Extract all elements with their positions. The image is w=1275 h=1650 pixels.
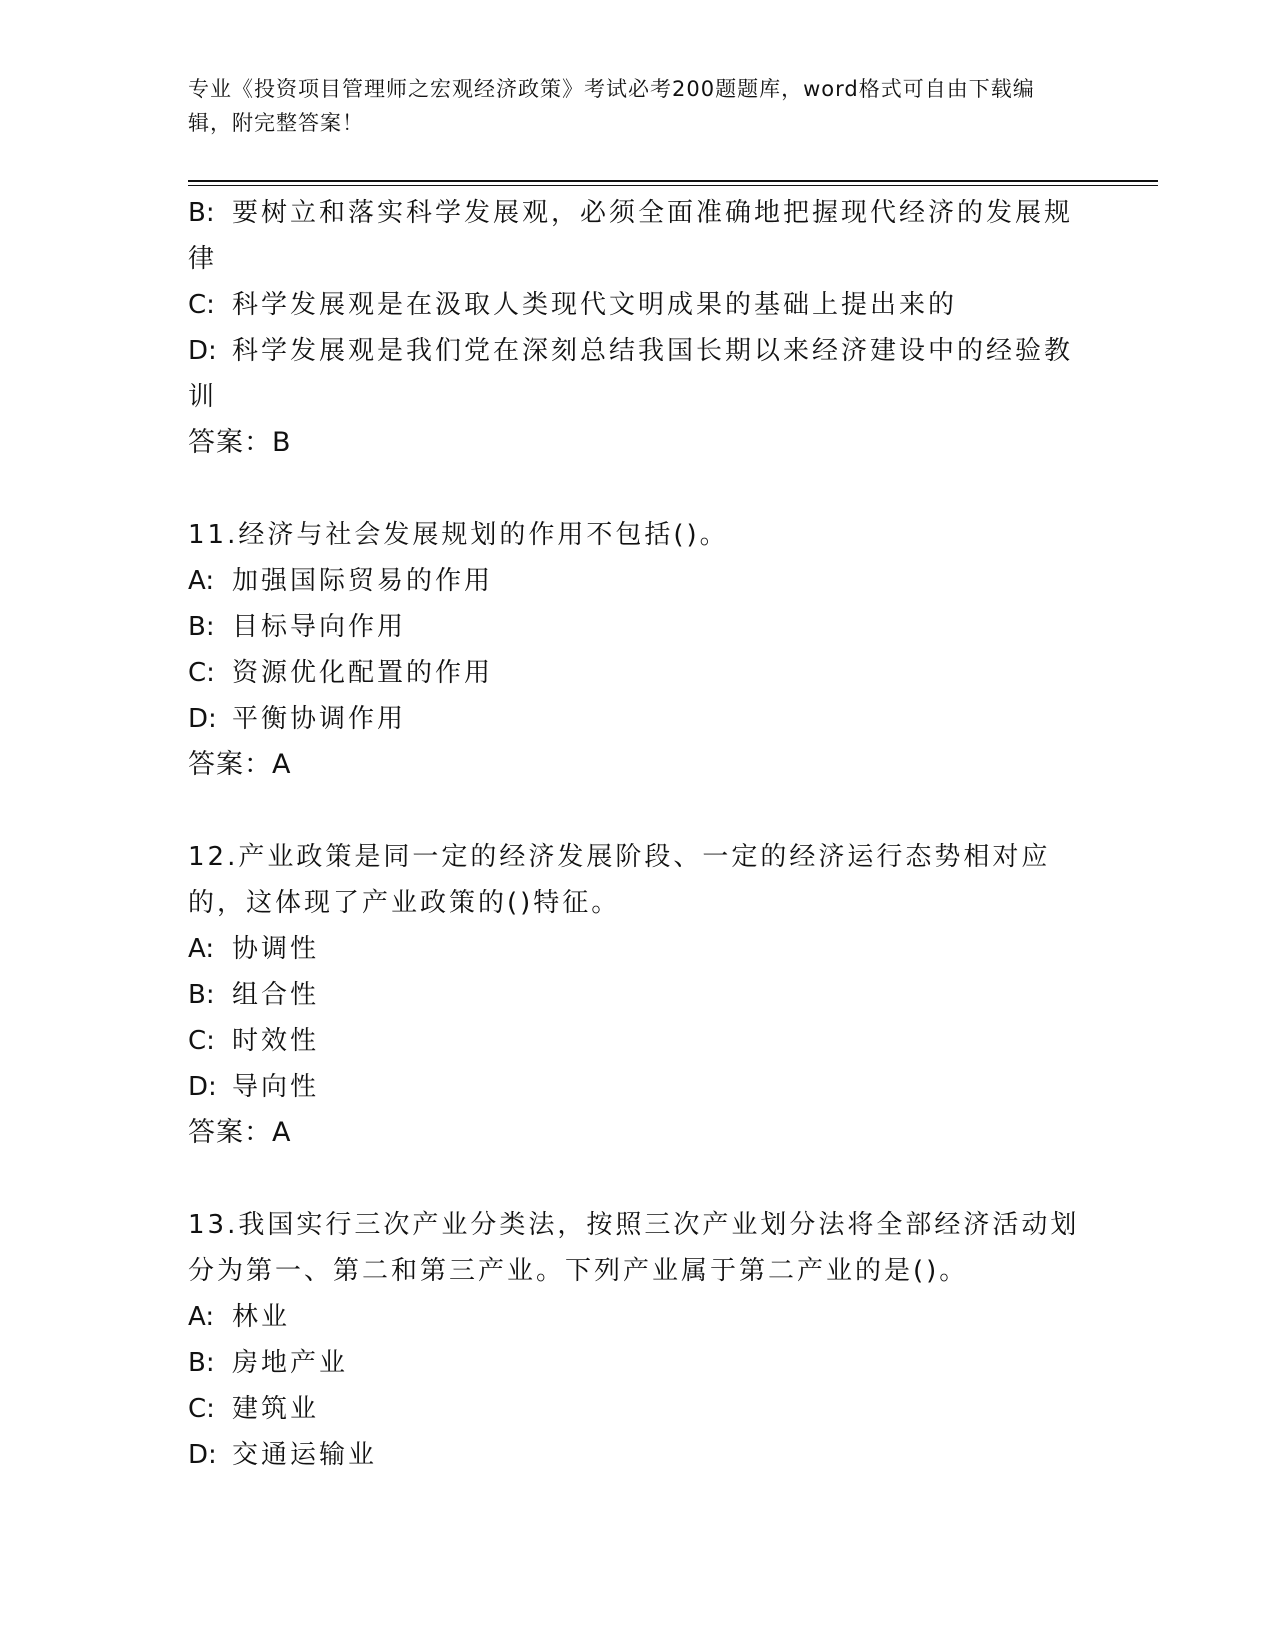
answer: 答案：B: [188, 427, 292, 458]
option-c: C: 时效性: [188, 1026, 320, 1056]
option-d: D: 导向性: [188, 1072, 320, 1102]
option-c: C: 建筑业: [188, 1394, 320, 1424]
answer: 答案：A: [188, 749, 292, 780]
option-d: D: 科学发展观是我们党在深刻总结我国长期以来经济建设中的经验教训: [188, 336, 1074, 412]
question-10-continued: [188, 190, 1088, 466]
document-body: [188, 190, 1088, 1478]
header-rule-thick: [188, 180, 1158, 182]
question-13: [188, 1202, 1088, 1478]
question-12: [188, 834, 1088, 1156]
option-a: A: 林业: [188, 1302, 291, 1332]
option-a: A: 协调性: [188, 934, 320, 964]
question-stem: 13.我国实行三次产业分类法，按照三次产业划分法将全部经济活动划分为第一、第二和第三产业。下列产业属于第二产业的是()。: [188, 1210, 1080, 1286]
option-a: A: 加强国际贸易的作用: [188, 566, 494, 596]
option-b: B: 房地产业: [188, 1348, 349, 1378]
option-d: D: 平衡协调作用: [188, 704, 407, 734]
option-b: B: 组合性: [188, 980, 320, 1010]
option-b: B: 要树立和落实科学发展观，必须全面准确地把握现代经济的发展规律: [188, 198, 1074, 274]
question-stem: 12.产业政策是同一定的经济发展阶段、一定的经济运行态势相对应的，这体现了产业政策的()特征。: [188, 842, 1051, 918]
document-header: 专业《投资项目管理师之宏观经济政策》考试必考200题题库，word格式可自由下载编辑，附完整答案！: [188, 77, 1035, 135]
question-11: [188, 512, 1088, 788]
header-rule-thin: [188, 185, 1158, 186]
option-c: C: 科学发展观是在汲取人类现代文明成果的基础上提出来的: [188, 290, 958, 320]
option-b: B: 目标导向作用: [188, 612, 407, 642]
option-c: C: 资源优化配置的作用: [188, 658, 494, 688]
question-stem: 11.经济与社会发展规划的作用不包括()。: [188, 520, 729, 550]
option-d: D: 交通运输业: [188, 1440, 378, 1470]
answer: 答案：A: [188, 1117, 292, 1148]
